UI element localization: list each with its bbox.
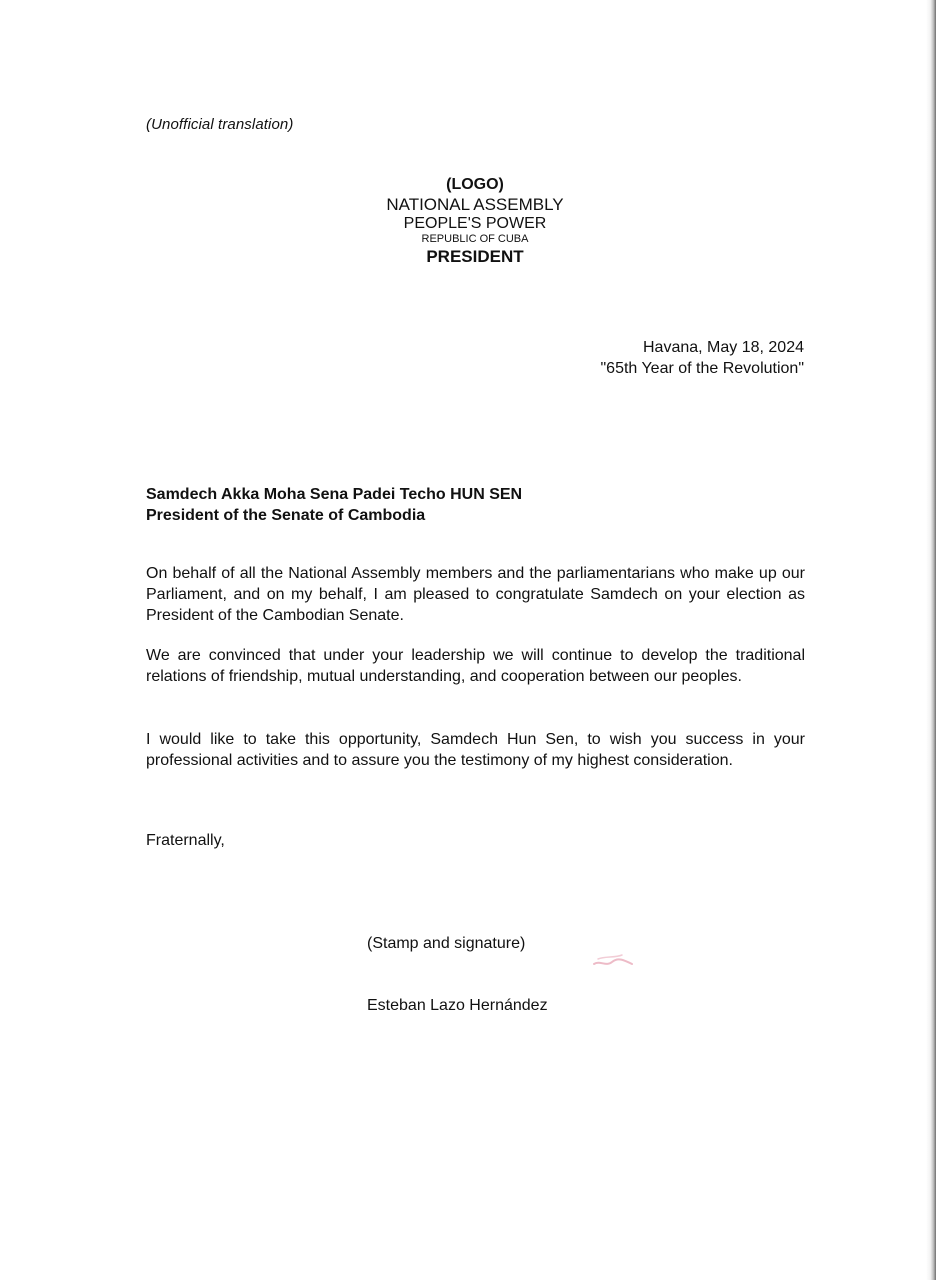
dateline [600, 337, 804, 379]
body-paragraph: I would like to take this opportunity, Samdech Hun Sen, to wish you success in your professional activities and to assure you the testimony of my highest consideration. [146, 731, 805, 769]
year-note: "65th Year of the Revolution" [600, 360, 804, 377]
letterhead-title: PRESIDENT [426, 247, 524, 266]
logo-placeholder: (LOGO) [446, 176, 504, 193]
place-date: Havana, May 18, 2024 [643, 339, 804, 356]
signatory: Esteban Lazo Hernández [367, 997, 548, 1014]
letterhead [300, 177, 650, 265]
stamp-note: (Stamp and signature) [367, 935, 526, 952]
stamp-trace-stroke [594, 959, 632, 964]
addressee-block [146, 484, 522, 526]
body-paragraph: We are convinced that under your leadership we will continue to develop the traditional relations of friendship, mutual understanding, and cooperation between our peoples. [146, 647, 805, 685]
closing: Fraternally, [146, 832, 225, 849]
body-paragraph: On behalf of all the National Assembly members and the parliamentarians who make up our Parliament, and on my behalf, I am pleased to congratulate Samdech on your election as President of the Cambodian Senate. [146, 565, 805, 624]
letterhead-assembly: NATIONAL ASSEMBLY [386, 195, 564, 214]
addressee-name: Samdech Akka Moha Sena Padei Techo HUN SEN [146, 486, 523, 503]
addressee-title: President of the Senate of Cambodia [146, 507, 426, 524]
scan-edge-shadow [926, 0, 936, 1280]
letterhead-republic: REPUBLIC OF CUBA [421, 233, 529, 245]
stamp-trace-mark [590, 952, 636, 972]
translation-note: (Unofficial translation) [146, 116, 294, 133]
letterhead-power: PEOPLE'S POWER [403, 215, 547, 232]
stamp-trace-stroke [598, 955, 622, 959]
